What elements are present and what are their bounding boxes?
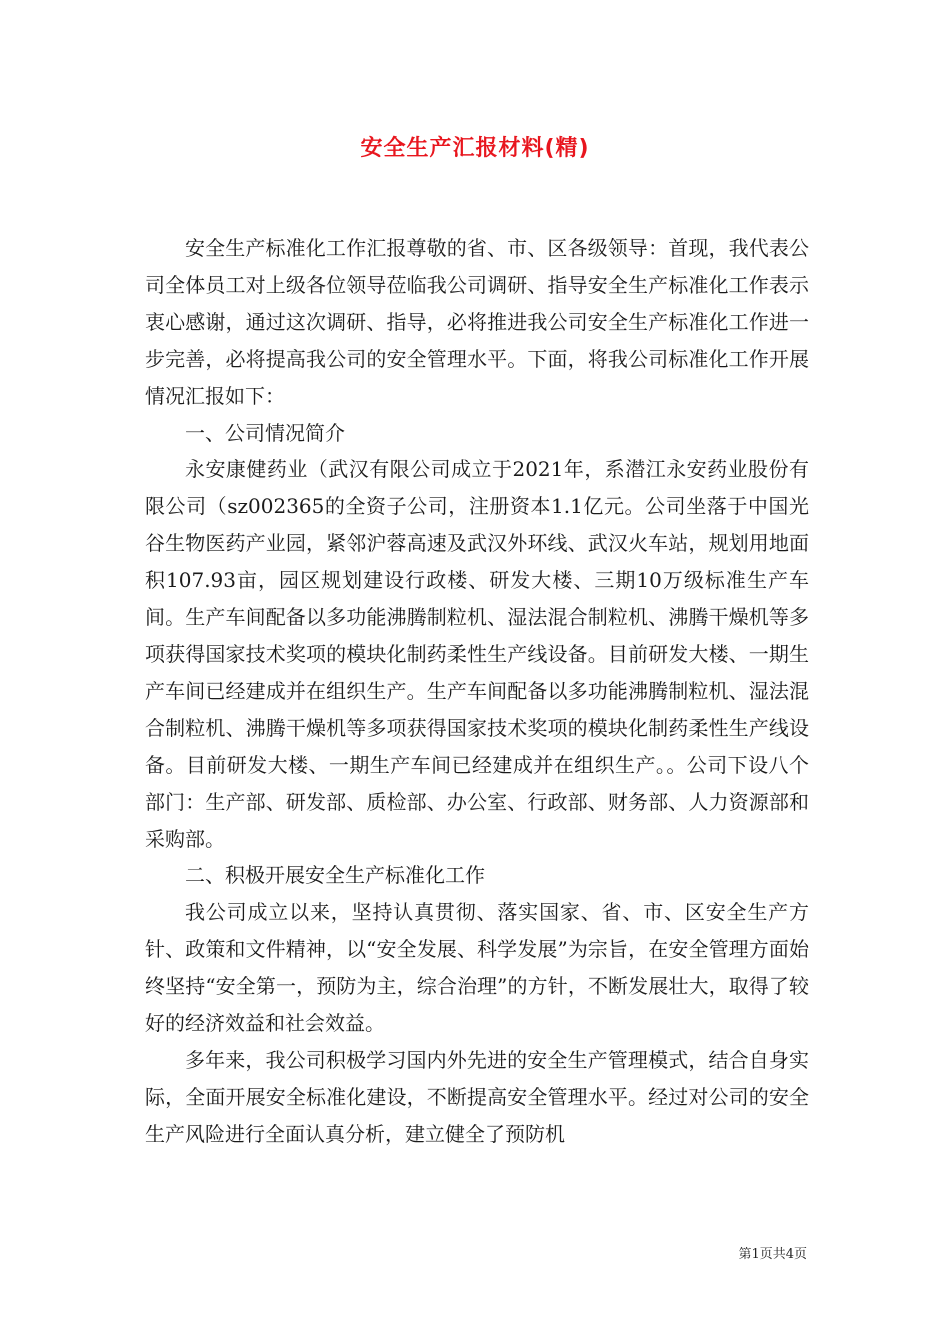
document-body	[145, 230, 809, 1153]
document-title: 安全生产汇报材料(精)	[360, 136, 590, 161]
paragraph-company-overview: 永安康健药业（武汉有限公司成立于2021年，系潜江永安药业股份有限公司（sz002365的全资子公司，注册资本1.1亿元。公司坐落于中国光谷生物医药产业园，紧邻沪蓉高速及武汉外环线、武汉火车站，规划用地面积107.93亩，园区规划建设行政楼、研发大楼、三期10万级标准生产车间。生产车间配备以多功能沸腾制粒机、湿法混合制粒机、沸腾干燥机等多项获得国家技术奖项的模块化制药柔性生产线设备。目前研发大楼、一期生产车间已经建成并在组织生产。生产车间配备以多功能沸腾制粒机、湿法混合制粒机、沸腾干燥机等多项获得国家技术奖项的模块化制药柔性生产线设备。目前研发大楼、一期生产车间已经建成并在组织生产。。公司下设八个部门：生产部、研发部、质检部、办公室、行政部、财务部、人力资源部和采购部。	[145, 457, 809, 851]
paragraph-measures: 多年来，我公司积极学习国内外先进的安全生产管理模式，结合自身实际，全面开展安全标准化建设，不断提高安全管理水平。经过对公司的安全生产风险进行全面认真分析，建立健全了预防机	[145, 1047, 809, 1146]
page-number: 第1页共4页	[738, 1247, 807, 1262]
paragraph-policy: 我公司成立以来，坚持认真贯彻、落实国家、省、市、区安全生产方针、政策和文件精神，以“安全发展、科学发展”为宗旨，在安全管理方面始终坚持“安全第一，预防为主，综合治理”的方针，不断发展壮大，取得了较好的经济效益和社会效益。	[145, 900, 809, 1036]
section-heading-company-overview: 一、公司情况简介	[185, 420, 345, 445]
paragraph-intro: 安全生产标准化工作汇报尊敬的省、市、区各级领导：首现，我代表公司全体员工对上级各位领导莅临我公司调研、指导安全生产标准化工作表示衷心感谢，通过这次调研、指导，必将推进我公司安全生产标准化工作进一步完善，必将提高我公司的安全管理水平。下面，将我公司标准化工作开展情况汇报如下：	[145, 236, 809, 408]
section-heading-standardization: 二、积极开展安全生产标准化工作	[185, 863, 485, 888]
